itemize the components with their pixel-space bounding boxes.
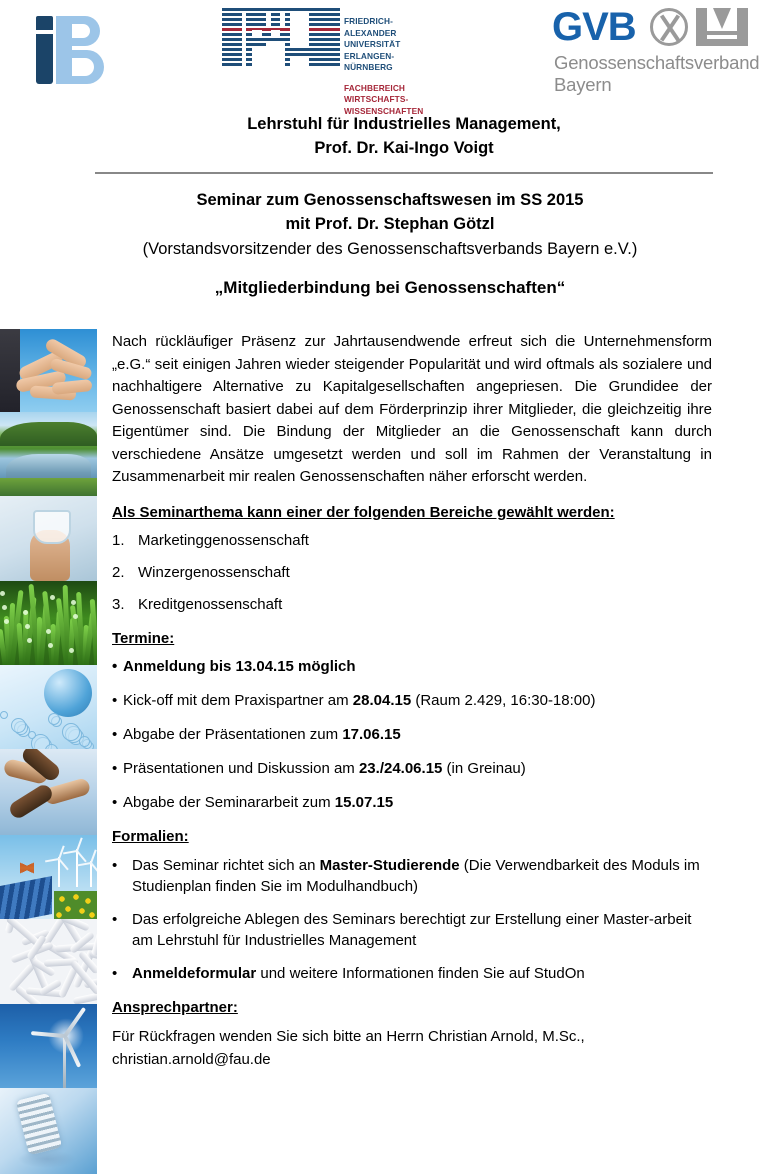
header-logo-bar <box>0 0 768 116</box>
photo10-coins <box>16 1093 63 1156</box>
termin-item-prefix: Anmeldung bis <box>123 657 236 675</box>
formalien-item-suffix: (Die Verwendbarkeit des Moduls im Studienplan finden Sie im Modulhandbuch) <box>132 856 700 895</box>
photo7-sunflowers <box>54 891 97 919</box>
photo4-dew-drop <box>48 643 53 648</box>
photo-strip <box>0 329 97 1106</box>
fau-logo-mask <box>269 54 274 68</box>
photo4-dew-drop <box>2 605 7 610</box>
photo4-dew-drop <box>46 629 51 634</box>
fau-logo-mask <box>252 48 266 68</box>
gvb-subtitle-line2: Bayern <box>554 74 612 95</box>
fau-logo-mask <box>271 30 280 36</box>
formalien-item-text <box>132 855 712 897</box>
termin-item-date: 15.07.15 <box>334 793 394 811</box>
fau-logo-line4: FACHBEREICH WIRTSCHAFTS- <box>344 82 409 104</box>
fau-logo-line2: UNIVERSITÄT <box>344 39 401 49</box>
bullet-icon: • <box>112 759 118 777</box>
termin-item-date: 28.04.15 <box>352 691 412 709</box>
formalien-item-text <box>132 909 712 951</box>
ib-logo-i-stem <box>36 34 53 84</box>
seminar-title-line1: Seminar zum Genossenschaftswesen im SS 2015 <box>196 191 584 209</box>
photo5-bubble <box>79 736 90 747</box>
ib-logo-b-top-counter <box>72 24 90 38</box>
fau-logo-mask <box>280 13 285 27</box>
formalien-item-emphasis: Anmeldeformular <box>132 964 257 982</box>
photo7-pylon <box>20 847 34 889</box>
photo-clasped-hands <box>0 749 97 835</box>
photo2-bank <box>0 478 97 496</box>
formalien-heading: Formalien: <box>112 827 189 845</box>
fau-logo-line1: FRIEDRICH-ALEXANDER <box>344 16 397 38</box>
termine-list <box>112 657 712 813</box>
photo7-turbine-mast <box>76 849 78 887</box>
termin-item <box>112 725 712 745</box>
topic-item-label: Kreditgenossenschaft <box>138 595 283 613</box>
photo1-dark-figure <box>0 329 20 412</box>
bullet-icon: • <box>112 856 118 874</box>
photo-coin-stack <box>0 1088 97 1174</box>
gvb-logo-icon <box>552 5 760 98</box>
formalien-item <box>112 855 712 897</box>
photo-blue-globe-bubbles <box>0 665 97 749</box>
photo5-globe <box>44 669 92 717</box>
formalien-item-prefix: Das Seminar richtet sich an <box>132 856 320 874</box>
topic-item-number: 2. <box>112 563 125 581</box>
photo-renewable-energy <box>0 835 97 919</box>
gvb-crossed-tools-icon <box>650 8 688 46</box>
bullet-icon: • <box>112 725 118 743</box>
fau-logo-mask <box>295 13 304 47</box>
formalien-item-text <box>132 963 712 984</box>
chair-title-line1: Lehrstuhl für Industrielles Management, <box>247 115 561 133</box>
seminar-heading-block <box>60 188 720 300</box>
termin-item-text <box>123 759 526 779</box>
termin-item-suffix: (Raum 2.429, 16:30-18:00) <box>411 691 596 709</box>
seminar-topic-title: „Mitgliederbindung bei Genossenschaften“ <box>214 278 566 297</box>
seminar-title-line3: (Vorstandsvorsitzender des Genossenschaftsverbands Bayern e.V.) <box>142 240 638 258</box>
termine-heading: Termine: <box>112 629 175 647</box>
formalien-item-emphasis: Master-Studierende <box>319 856 460 874</box>
ib-logo-b-bottom-counter <box>72 58 94 76</box>
photo2-treeline <box>0 422 97 446</box>
fau-logo-mask <box>252 30 262 38</box>
fau-logo-text <box>344 16 439 117</box>
photo5-bubble <box>0 711 8 719</box>
bullet-icon: • <box>112 964 118 982</box>
fau-logo-stripe <box>222 33 340 36</box>
photo4-dew-drop <box>71 600 76 605</box>
fau-logo-mask <box>222 68 340 78</box>
fau-logo-mark <box>222 8 340 68</box>
chair-title-line2: Prof. Dr. Kai-Ingo Voigt <box>314 139 494 157</box>
photo5-bubble <box>62 723 80 741</box>
formalien-item-suffix: und weitere Informationen finden Sie auf StudOn <box>256 964 585 982</box>
topic-item <box>112 563 712 583</box>
topic-item-number: 3. <box>112 595 125 613</box>
photo4-dew-drop <box>23 610 28 615</box>
termin-item-suffix: (in Greinau) <box>442 759 526 777</box>
photo10-shadow <box>18 1150 76 1168</box>
termin-item-text <box>123 657 356 677</box>
gvb-volksbank-bar <box>707 35 737 39</box>
intro-paragraph: Nach rückläufiger Präsenz zur Jahrtausendwende erfreut sich die Unternehmensform „e.G.“ seit einigen Jahren wieder steigender Popularität und wird oftmals als sozialere und nachhaltigere Alternative zu Kapitalgesellschaften angepriesen. Die Grundidee der Genossenschaft basiert dabei auf dem Förderprinzip ihrer Mitglieder, die gleichzeitig ihre Eigentümer sind. Die Bindung der Mitglieder an die Genossenschaft kann durch verschiedene Ansätze umgesetzt werden und soll im Rahmen der Veranstaltung in Zusammenarbeit mir realen Genossenschaften näher erforscht werden. <box>112 333 712 485</box>
photo4-grass-blade <box>96 586 97 665</box>
fau-logo-mask <box>277 54 282 68</box>
contact-line1: Für Rückfragen wenden Sie sich bitte an Herrn Christian Arnold, M.Sc., <box>112 1027 585 1045</box>
topics-list <box>112 531 712 615</box>
photo3-glass <box>33 510 71 544</box>
photo-wind-turbine-blue <box>0 1004 97 1088</box>
fau-logo-mask <box>266 13 271 27</box>
main-content <box>112 331 712 1070</box>
photo4-dew-drop <box>73 614 78 619</box>
photo4-dew-drop <box>27 638 32 643</box>
fau-logo-line5: WISSENSCHAFTEN <box>344 105 424 116</box>
topic-item-label: Winzergenossenschaft <box>138 563 290 581</box>
fau-logo-mask <box>242 13 246 68</box>
termin-item-prefix: Abgabe der Seminararbeit zum <box>123 793 335 811</box>
termin-item-text <box>123 793 393 813</box>
formalien-item-prefix: Das erfolgreiche Ablegen des Seminars berechtigt zur Erstellung einer Master-arbeit am Lehrstuhl für Industrielles Management <box>132 910 692 949</box>
termin-item-suffix: möglich <box>293 657 356 675</box>
termin-item-prefix: Kick-off mit dem Praxispartner am <box>123 691 353 709</box>
termin-item-date: 13.04.15 <box>235 657 294 675</box>
termin-item-date: 17.06.15 <box>342 725 401 743</box>
photo-hand-with-water-glass <box>0 496 97 581</box>
photo-river-landscape <box>0 412 97 496</box>
gvb-logo-wordmark: GVB <box>552 5 636 49</box>
ib-logo-icon <box>18 8 114 88</box>
termin-item <box>112 657 712 677</box>
termin-item-date: 23./24.06.15 <box>358 759 443 777</box>
contact-email[interactable]: christian.arnold@fau.de <box>112 1050 271 1068</box>
photo-white-woven-network <box>0 919 97 1004</box>
fau-logo-mask <box>304 13 309 47</box>
fau-logo-stripe <box>222 8 340 11</box>
photo4-dew-drop <box>25 624 30 629</box>
fau-logo-stripe <box>222 38 340 41</box>
termin-item-prefix: Abgabe der Präsentationen zum <box>123 725 343 743</box>
fau-logo-stripe <box>222 28 340 31</box>
photo4-dew-drop <box>50 595 55 600</box>
fau-logo-icon <box>222 8 437 116</box>
termin-item <box>112 793 712 813</box>
photo5-bubble <box>28 731 36 739</box>
header-divider <box>95 172 713 174</box>
seminar-title-line2: mit Prof. Dr. Stephan Götzl <box>285 215 495 233</box>
termin-item <box>112 759 712 779</box>
photo-hands-together-sky <box>0 329 97 412</box>
chair-title <box>95 112 713 160</box>
topic-item <box>112 595 712 615</box>
gvb-volksbank-icon <box>696 8 748 46</box>
photo4-dew-drop <box>0 591 5 596</box>
photo5-bubble <box>48 713 60 725</box>
termin-item <box>112 691 712 711</box>
fau-logo-mask <box>290 56 309 68</box>
bullet-icon: • <box>112 910 118 928</box>
fau-logo-line3: ERLANGEN-NÜRNBERG <box>344 50 395 72</box>
bullet-icon: • <box>112 657 118 675</box>
bullet-icon: • <box>112 793 118 811</box>
topics-heading: Als Seminarthema kann einer der folgenden Bereiche gewählt werden: <box>112 503 615 521</box>
termin-item-text <box>123 725 401 745</box>
ib-logo-i-dot <box>36 16 53 30</box>
bullet-icon: • <box>112 691 118 709</box>
termin-item-text <box>123 691 595 711</box>
photo4-dew-drop <box>69 648 74 653</box>
topic-item <box>112 531 712 551</box>
photo5-bubble <box>11 718 26 733</box>
topic-item-label: Marketinggenossenschaft <box>138 531 309 549</box>
formalien-item <box>112 909 712 951</box>
ansprechpartner-heading: Ansprechpartner: <box>112 998 238 1016</box>
photo4-dew-drop <box>4 619 9 624</box>
formalien-item <box>112 963 712 984</box>
gvb-logo-subtitle <box>554 52 759 96</box>
formalien-list <box>112 855 712 984</box>
topic-item-number: 1. <box>112 531 125 549</box>
photo-dewy-green-grass <box>0 581 97 665</box>
gvb-subtitle-line1: Genossenschaftsverband <box>554 52 760 73</box>
termin-item-prefix: Präsentationen und Diskussion am <box>123 759 359 777</box>
